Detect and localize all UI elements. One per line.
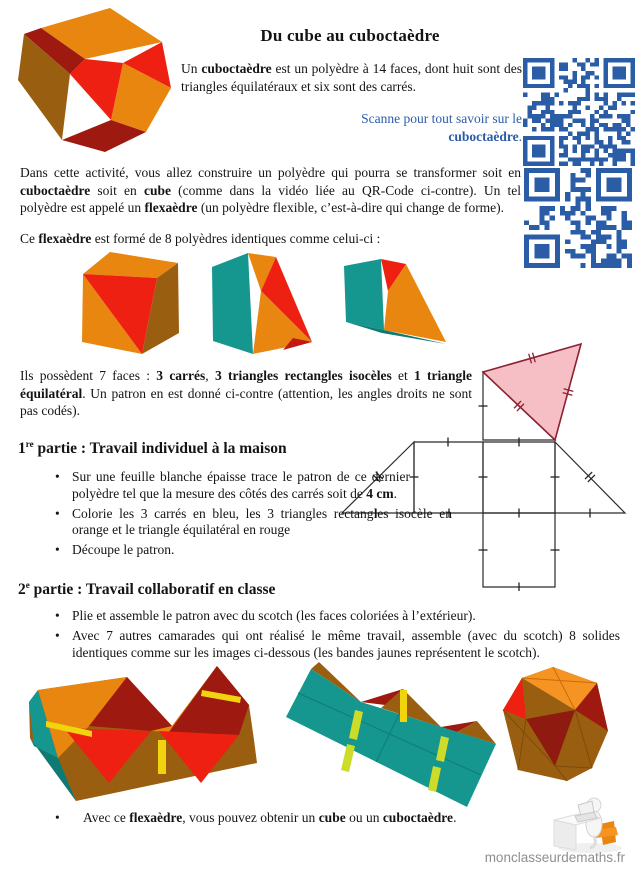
mascot-figure	[548, 790, 632, 854]
list-item: • Colorie les 3 carrés en bleu, les 3 triangles rectangles isocèle en orange et le triangle équilatéral en rouge	[38, 506, 452, 540]
intro-paragraph: Un cuboctaèdre est un polyèdre à 14 faces, dont huit sont des triangles équilatéraux et six sont des carrés.	[181, 61, 522, 94]
bullet-icon: •	[55, 505, 60, 521]
list-item: • Avec 7 autres camarades qui ont réalisé le même travail, assemble (avec du scotch) 8 solides identiques comme sur les images ci-dessous (les bandes jaunes représentent le scotch).	[38, 628, 620, 662]
piece-view-2	[205, 251, 317, 357]
flexahedron-line: Ce flexaèdre est formé de 8 polyèdres identiques comme celui-ci :	[20, 231, 381, 246]
cuboctahedron-figure	[10, 4, 178, 160]
piece-view-3	[342, 257, 452, 349]
list-item: • Découpe le patron.	[38, 542, 452, 559]
qr-code-info	[524, 168, 632, 268]
qr-code-video	[523, 58, 635, 166]
scan-note: Scanne pour tout savoir sur le cuboctaèdre.	[361, 111, 522, 144]
assembly-figure-3	[500, 666, 638, 808]
part2-heading: 2e partie : Travail collaboratif en classe	[18, 579, 276, 598]
bullet-icon: •	[55, 608, 60, 623]
assembly-figure-1	[14, 664, 316, 808]
piece-view-1	[78, 249, 184, 359]
list-item: • Sur une feuille blanche épaisse trace le patron de ce dernier polyèdre tel que la mesure des côtés des carrés soit de 4 cm.	[38, 469, 410, 503]
part1-bullet-list	[38, 469, 620, 562]
footer-site-label: monclasseurdemaths.fr	[484, 850, 625, 865]
bullet-icon: •	[55, 810, 60, 825]
activity-paragraph: Dans cette activité, vous allez construire un polyèdre qui pourra se transformer soit en cuboctaèdre soit en cube (comme dans la vidéo liée au QR-Code ci-contre). Un tel polyèdre est appelé un flexaèdre (un polyèdre flexible, c’est-à-dire qui change de forme).	[20, 165, 521, 215]
part1-heading: 1re partie : Travail individuel à la maison	[18, 438, 287, 457]
part2-bullet-list	[38, 608, 620, 664]
bullet-icon: •	[55, 627, 60, 643]
list-item: • Plie et assemble le patron avec du scotch (les faces coloriées à l’extérieur).	[38, 608, 620, 625]
assembly-figure-2	[281, 660, 499, 810]
page-title: Du cube au cuboctaèdre	[260, 26, 440, 45]
conclusion-bullet: • Avec ce flexaèdre, vous pouvez obtenir un cube ou un cuboctaèdre.	[55, 810, 457, 825]
faces-paragraph: Ils possèdent 7 faces : 3 carrés, 3 triangles rectangles isocèles et 1 triangle équilatéral. Un patron en est donné ci-contre (attention, les angles droits ne sont pas codés).	[20, 368, 472, 418]
bullet-icon: •	[55, 469, 60, 484]
bullet-icon: •	[55, 542, 60, 558]
